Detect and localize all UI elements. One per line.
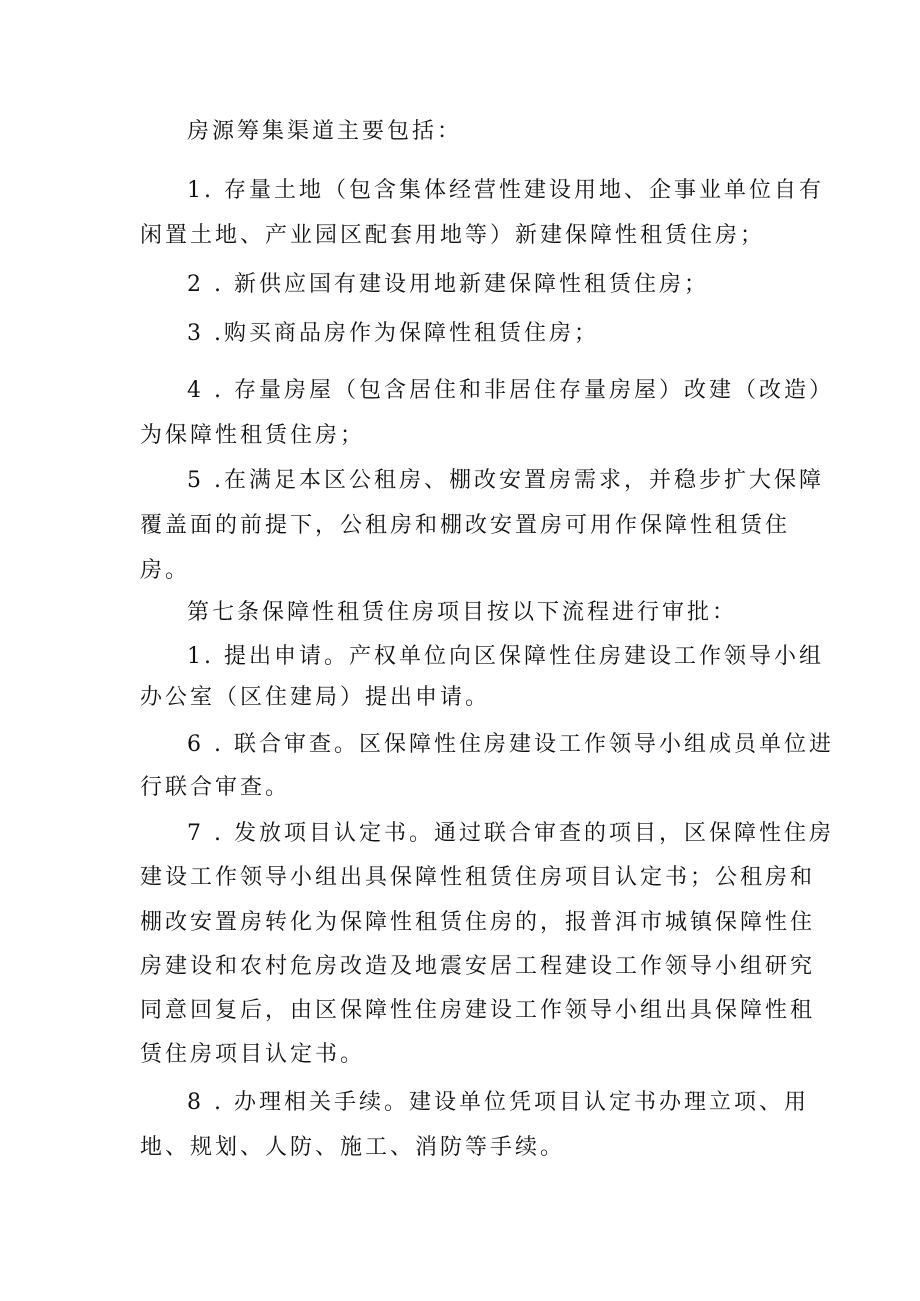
step-3-line-3: 棚改安置房转化为保障性租赁住房的，报普洱市城镇保障性住: [140, 910, 816, 935]
step-3-line-1: 7 . 发放项目认定书。通过联合审查的项目，区保障性住房: [187, 821, 834, 846]
step-4-line-1: 8 . 办理相关手续。建设单位凭项目认定书办理立项、用: [187, 1090, 809, 1115]
list-item-5-line-3: 房。: [140, 558, 191, 583]
list-item-1-line-1: 1. 存量土地（包含集体经营性建设用地、企事业单位自有: [187, 178, 824, 203]
step-3-line-6: 赁住房项目认定书。: [140, 1042, 366, 1067]
step-1-line-2: 办公室（区住建局）提出申请。: [140, 685, 491, 710]
step-2-line-1: 6 . 联合审查。区保障性住房建设工作领导小组成员单位进: [187, 732, 834, 757]
intro-line: 房源筹集渠道主要包括：: [187, 119, 463, 144]
step-3-line-5: 同意回复后，由区保障性住房建设工作领导小组出具保障性租: [140, 998, 816, 1023]
list-item-4-line-1: 4 . 存量房屋（包含居住和非居住存量房屋）改建（改造）: [187, 378, 834, 403]
step-2-line-2: 行联合审查。: [140, 775, 291, 800]
list-item-2-line-1: 2 . 新供应国有建设用地新建保障性租赁住房；: [187, 272, 709, 297]
step-4-line-2: 地、规划、人防、施工、消防等手续。: [140, 1135, 566, 1160]
step-3-line-4: 房建设和农村危房改造及地震安居工程建设工作领导小组研究: [140, 954, 816, 979]
list-item-5-line-2: 覆盖面的前提下，公租房和棚改安置房可用作保障性租赁住: [140, 513, 791, 538]
step-3-line-2: 建设工作领导小组出具保障性租赁住房项目认定书；公租房和: [140, 865, 816, 890]
list-item-5-line-1: 5 .在满足本区公租房、棚改安置房需求，并稳步扩大保障: [187, 468, 824, 493]
list-item-3-line-1: 3 .购买商品房作为保障性租赁住房；: [187, 321, 599, 346]
list-item-1-line-2: 闲置土地、产业园区配套用地等）新建保障性租赁住房；: [140, 223, 766, 248]
article-7-heading: 第七条保障性租赁住房项目按以下流程进行审批：: [187, 600, 738, 625]
list-item-4-line-2: 为保障性租赁住房；: [140, 423, 366, 448]
step-1-line-1: 1. 提出申请。产权单位向区保障性住房建设工作领导小组: [187, 644, 824, 669]
